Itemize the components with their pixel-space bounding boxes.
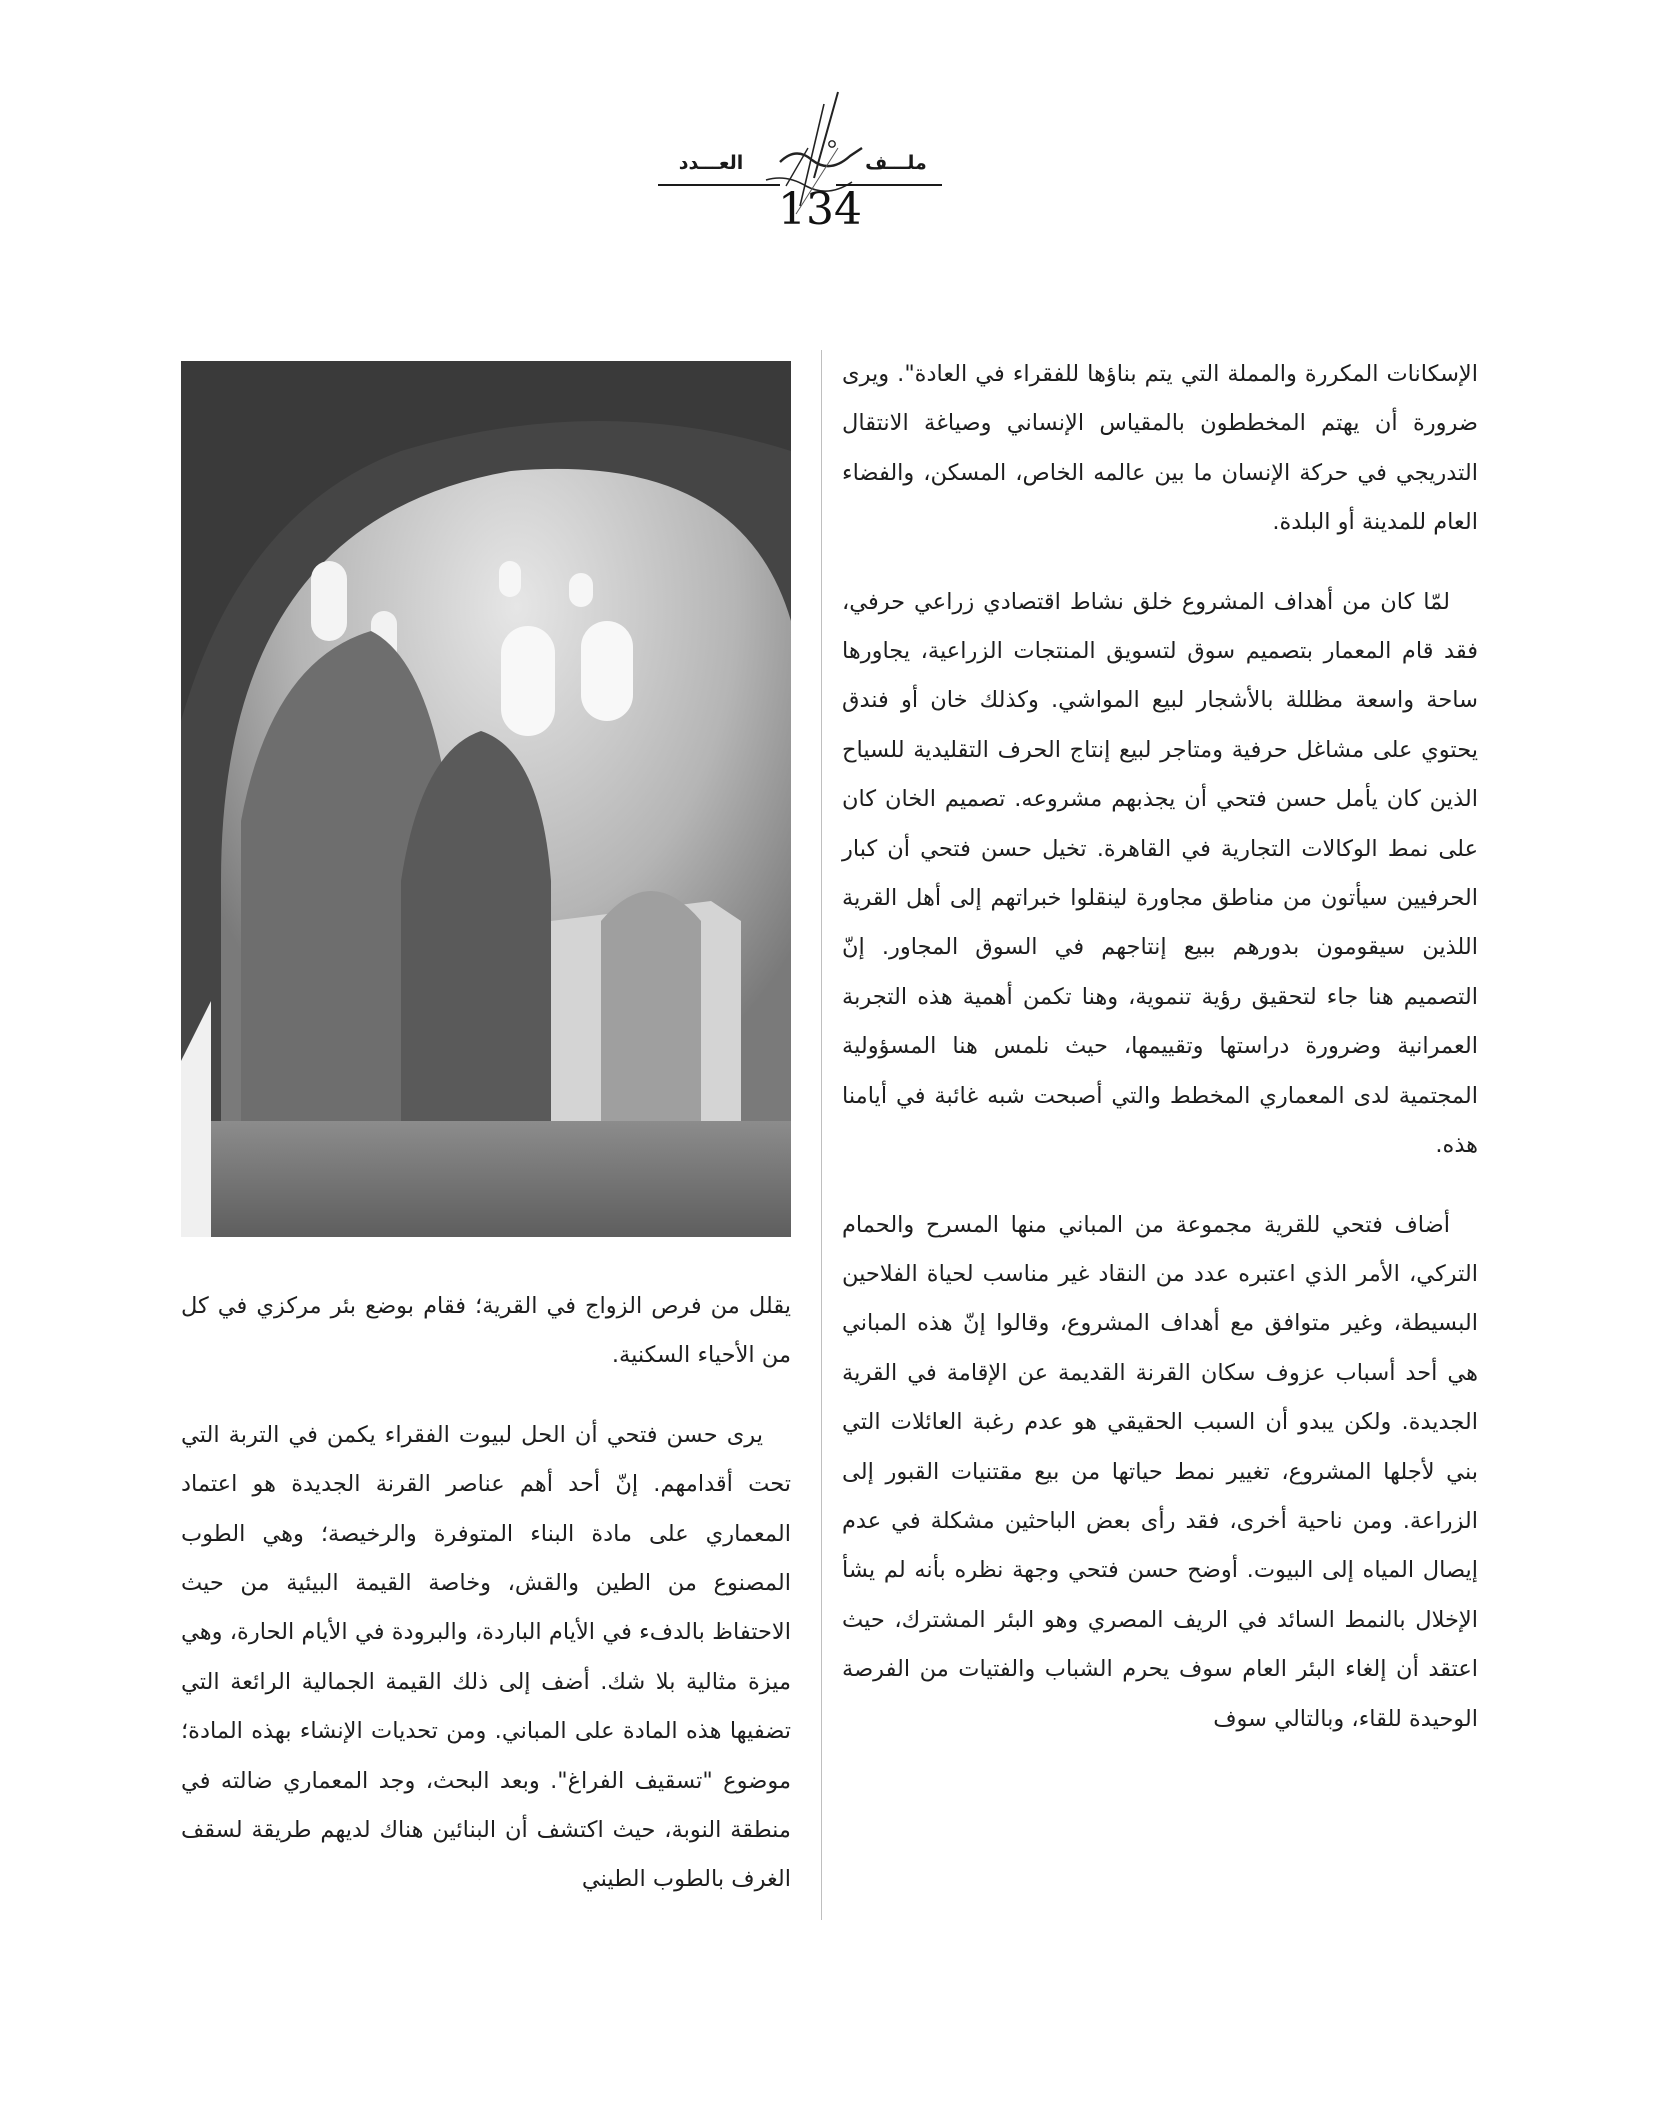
header-file-label: ملـــف — [865, 152, 927, 174]
paragraph: أضاف فتحي للقرية مجموعة من المباني منها المسرح والحمام التركي، الأمر الذي اعتبره عدد من النقاد غير مناسب لحياة الفلاحين البسيطة، وغير متوافق مع أهداف المشروع، وقالوا إنّ هذه المباني هي أحد أسباب عزوف سكان القرنة القديمة عن الإقامة في القرية الجديدة. ولكن يبدو أن السبب الحقيقي هو عدم رغبة العائلات التي بني لأجلها المشروع، تغيير نمط حياتها من بيع مقتنيات القبور إلى الزراعة. ومن ناحية أخرى، فقد رأى بعض الباحثين مشكلة في عدم إيصال المياه إلى البيوت. أوضح حسن فتحي وجهة نظره بأنه لم يشأ الإخلال بالنمط السائد في الريف المصري وهو البئر المشترك، حيث اعتقد أن إلغاء البئر العام سوف يحرم الشباب والفتيات من الفرصة الوحيدة للقاء، وبالتالي سوف — [842, 1211, 1478, 1732]
article-column-right — [842, 350, 1478, 1744]
paragraph: الإسكانات المكررة والمملة التي يتم بناؤها للفقراء في العادة". ويرى ضرورة أن يهتم المخططون بالمقياس الإنساني وصياغة الانتقال التدريجي في حركة الإنسان ما بين عالمه الخاص، المسكن، والفضاء العام للمدينة أو البلدة. — [842, 361, 1478, 536]
article-column-left — [181, 1282, 791, 1905]
page-number: 134 — [778, 184, 862, 235]
paragraph: يقلل من فرص الزواج في القرية؛ فقام بوضع بئر مركزي في كل من الأحياء السكنية. — [181, 1293, 791, 1369]
column-divider — [821, 350, 822, 1920]
header-issue-label: العـــدد — [678, 152, 744, 174]
paragraph: يرى حسن فتحي أن الحل لبيوت الفقراء يكمن في التربة التي تحت أقدامهم. إنّ أحد أهم عناصر القرنة الجديدة هو اعتماد المعماري على مادة البناء المتوفرة والرخيصة؛ وهي الطوب المصنوع من الطين والقش، وخاصة القيمة البيئية من حيث الاحتفاظ بالدفء في الأيام الباردة، والبرودة في الأيام الحارة، وهي ميزة مثالية بلا شك. أضف إلى ذلك القيمة الجمالية الرائعة التي تضفيها هذه المادة على المباني. ومن تحديات الإنشاء بهذه المادة؛ موضوع "تسقيف الفراغ". وبعد البحث، وجد المعماري ضالته في منطقة النوبة، حيث اكتشف أن البنائين هناك لديهم طريقة لسقف الغرف بالطوب الطيني — [181, 1421, 791, 1893]
page-header — [600, 86, 1020, 236]
mosque-dome-interior-photo — [181, 361, 791, 1237]
mosque-interior-photo — [181, 361, 791, 1237]
paragraph: لمّا كان من أهداف المشروع خلق نشاط اقتصادي زراعي حرفي، فقد قام المعمار بتصميم سوق لتسويق المنتجات الزراعية، يجاورها ساحة واسعة مظللة بالأشجار لبيع المواشي. وكذلك خان أو فندق يحتوي على مشاغل حرفية ومتاجر لبيع إنتاج الحرف التقليدية للسياح الذين كان يأمل حسن فتحي أن يجذبهم مشروعه. تصميم الخان كان على نمط الوكالات التجارية في القاهرة. تخيل حسن فتحي أن كبار الحرفيين سيأتون من مناطق مجاورة لينقلوا خبراتهم إلى أهل القرية اللذين سيقومون بدورهم ببيع إنتاجهم في السوق المجاور. إنّ التصميم هنا جاء لتحقيق رؤية تنموية، وهنا تكمن أهمية هذه التجربة العمرانية وضرورة دراستها وتقييمها، حيث نلمس هنا المسؤولية المجتمية لدى المعماري المخطط والتي أصبحت شبه غائبة في أيامنا هذه. — [842, 588, 1478, 1159]
